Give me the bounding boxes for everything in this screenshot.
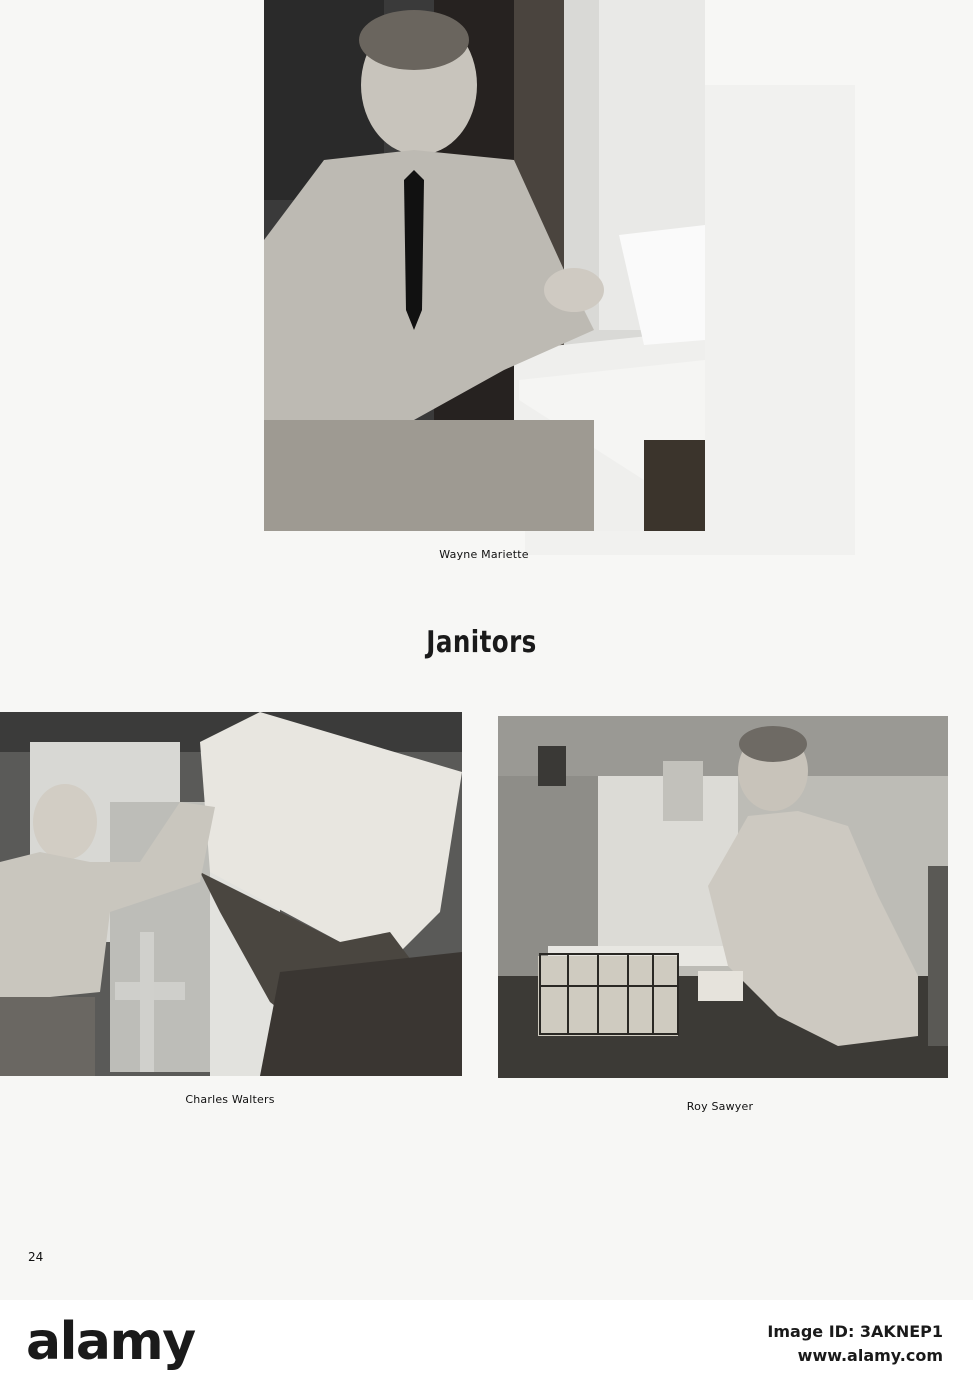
alamy-logo: alamy — [26, 1312, 195, 1372]
photo-roy-sawyer — [498, 716, 948, 1078]
photo-charles-walters — [0, 712, 462, 1076]
caption-charles-walters: Charles Walters — [185, 1093, 275, 1106]
page-number: 24 — [28, 1250, 44, 1264]
section-heading: Janitors — [426, 625, 537, 660]
stock-url: www.alamy.com — [797, 1346, 943, 1365]
caption-wayne-mariette: Wayne Mariette — [439, 548, 529, 561]
caption-roy-sawyer: Roy Sawyer — [686, 1100, 754, 1113]
photo-wayne-mariette — [264, 0, 705, 531]
image-id-label: Image ID: 3AKNEP1 — [767, 1322, 943, 1341]
stock-image-info — [767, 1320, 943, 1368]
